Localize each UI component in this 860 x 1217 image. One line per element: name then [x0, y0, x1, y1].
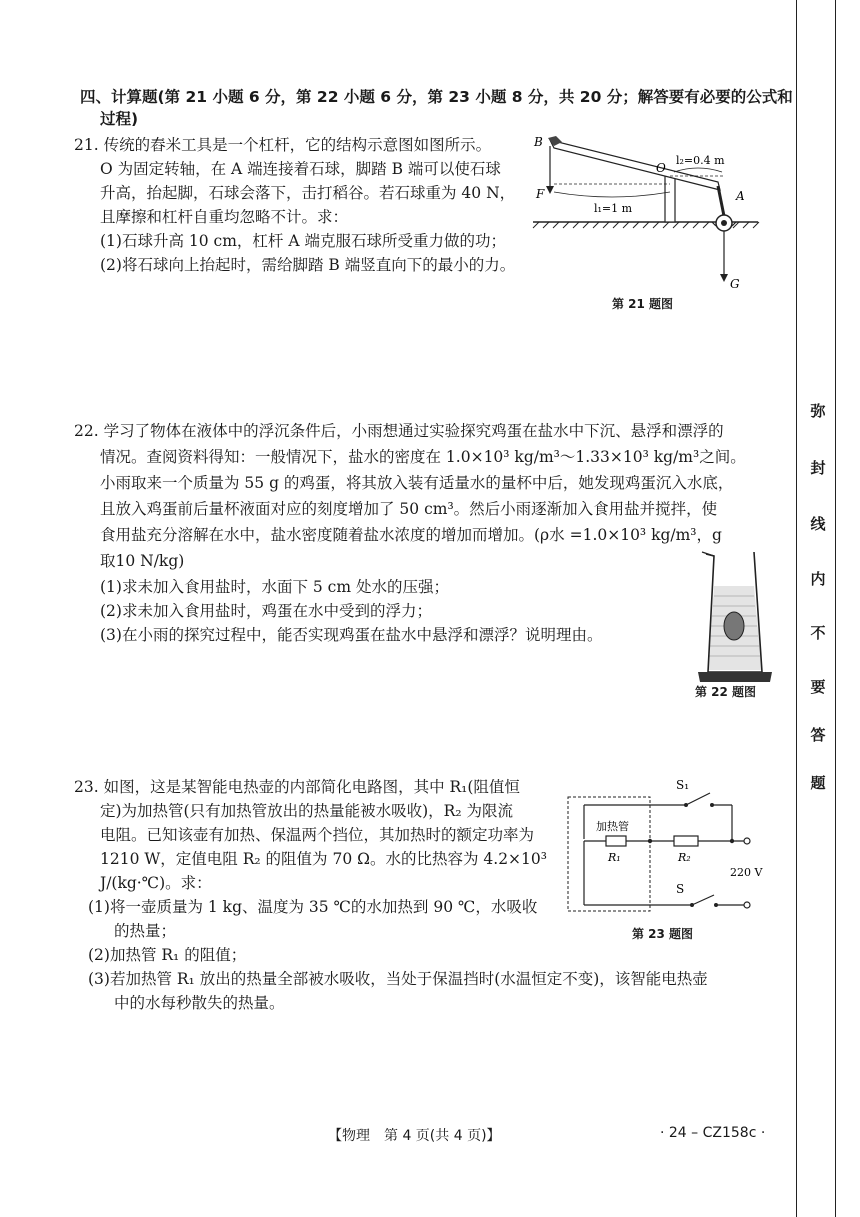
section-heading: 四、计算题(第 21 小题 6 分，第 22 小题 6 分，第 23 小题 8 分，共 20 分；解答要有必要的公式和 [80, 88, 793, 106]
q22-line: 食用盐充分溶解在水中，盐水密度随着盐水浓度的增加而增加。(ρ水 =1.0×10³ kg/m³，g [100, 526, 722, 544]
q23-line: J/(kg·℃)。求： [100, 874, 212, 892]
seal-char: 不 [810, 624, 826, 642]
q21-line: (2)将石球向上抬起时，需给脚踏 B 端竖直向下的最小的力。 [100, 256, 516, 274]
q23-line: 电阻。已知该壶有加热、保温两个挡位，其加热时的额定功率为 [100, 826, 535, 844]
q23-caption: 第 23 题图 [632, 927, 694, 941]
q23-line: 定)为加热管(只有加热管放出的热量能被水吸收)，R₂ 为限流 [100, 802, 513, 820]
lever-label-G: G [730, 277, 740, 291]
lever-label-l1: l₁=1 m [594, 202, 633, 215]
section-heading-cont: 过程) [100, 110, 139, 128]
circuit-label-voltage: 220 V [730, 866, 763, 879]
q23-line: 的热量； [114, 922, 177, 940]
q21-line: O 为固定转轴，在 A 端连接着石球，脚踏 B 端可以使石球 [100, 160, 501, 178]
q22-line: 且放入鸡蛋前后量杯液面对应的刻度增加了 50 cm³。然后小雨逐渐加入食用盐并搅拌，使 [100, 500, 718, 518]
q23-line: (3)若加热管 R₁ 放出的热量全部被水吸收，当处于保温挡时(水温恒定不变)，该智能电热壶 [88, 970, 708, 988]
q22-line: (2)求未加入食用盐时，鸡蛋在水中受到的浮力； [100, 602, 432, 620]
binding-line-left [796, 0, 797, 1217]
page-footer-code: · 24 – CZ158c · [660, 1125, 766, 1141]
circuit-label-S1: S₁ [676, 778, 690, 792]
circuit-diagram [566, 775, 776, 925]
seal-char: 题 [810, 774, 826, 792]
q22-line: 22. 学习了物体在液体中的浮沉条件后，小雨想通过实验探究鸡蛋在盐水中下沉、悬浮和漂浮的 [74, 422, 724, 440]
seal-char: 内 [810, 570, 826, 588]
q21-line: 且摩擦和杠杆自重均忽略不计。求： [100, 208, 349, 226]
seal-char: 要 [810, 678, 826, 696]
lever-label-l2: l₂=0.4 m [676, 154, 725, 167]
seal-char: 弥 [810, 402, 826, 420]
q23-line: (2)加热管 R₁ 的阻值； [88, 946, 247, 964]
q23-line: (1)将一壶质量为 1 kg、温度为 35 ℃的水加热到 90 ℃，水吸收 [88, 898, 538, 916]
circuit-label-S: S [676, 882, 685, 896]
q21-line: 21. 传统的舂米工具是一个杠杆，它的结构示意图如图所示。 [74, 136, 492, 154]
circuit-label-heater: 加热管 [596, 820, 629, 833]
lever-label-O: O [656, 161, 666, 175]
seal-char: 答 [810, 726, 826, 744]
lever-label-A: A [736, 189, 745, 203]
q22-line: 情况。查阅资料得知：一般情况下，盐水的密度在 1.0×10³ kg/m³～1.33×10³ kg/m³之间。 [100, 448, 746, 466]
binding-line-right [835, 0, 836, 1217]
q21-caption: 第 21 题图 [612, 297, 674, 311]
q23-line: 23. 如图，这是某智能电热壶的内部简化电路图，其中 R₁(阻值恒 [74, 778, 520, 796]
q22-line: (3)在小雨的探究过程中，能否实现鸡蛋在盐水中悬浮和漂浮？说明理由。 [100, 626, 603, 644]
q23-line: 1210 W，定值电阻 R₂ 的阻值为 70 Ω。水的比热容为 4.2×10³ [100, 850, 547, 868]
lever-label-B: B [534, 135, 543, 149]
q21-line: 升高，抬起脚，石球会落下，击打稻谷。若石球重为 40 N， [100, 184, 516, 202]
seal-char: 线 [810, 515, 826, 533]
seal-char: 封 [810, 459, 826, 477]
lever-diagram [528, 128, 768, 298]
circuit-label-R1: R₁ [608, 851, 621, 864]
lever-label-F: F [536, 187, 545, 201]
circuit-label-R2: R₂ [678, 851, 691, 864]
page-footer-center: 【物理 第 4 页(共 4 页)】 [328, 1128, 501, 1144]
q21-line: (1)石球升高 10 cm，杠杆 A 端克服石球所受重力做的功； [100, 232, 506, 250]
q23-line: 中的水每秒散失的热量。 [114, 994, 285, 1012]
q22-line: 小雨取来一个质量为 55 g 的鸡蛋，将其放入装有适量水的量杯中后，她发现鸡蛋沉入水底， [100, 474, 734, 492]
measuring-cup-diagram [692, 548, 782, 688]
q22-line: (1)求未加入食用盐时，水面下 5 cm 处水的压强； [100, 578, 449, 596]
q22-line: 取10 N/kg) [100, 552, 185, 570]
q22-caption: 第 22 题图 [695, 685, 757, 699]
